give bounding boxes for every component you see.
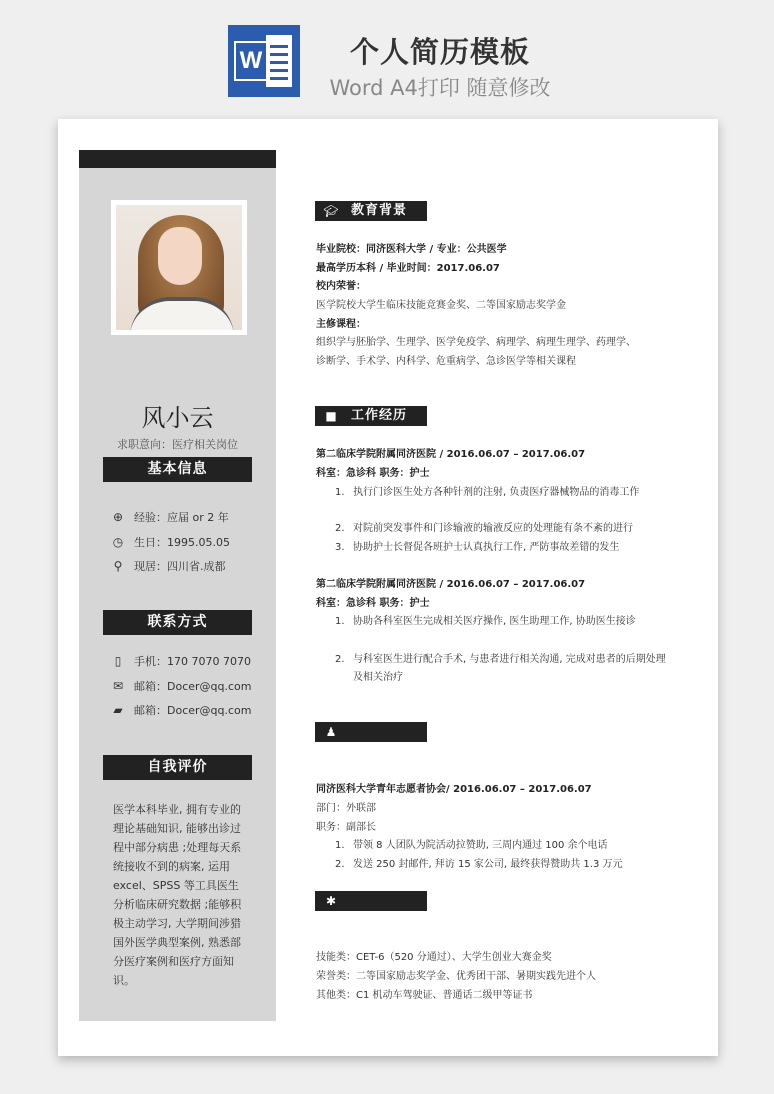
person-icon: ♟ — [325, 725, 337, 739]
mail-icon: ✉ — [112, 679, 124, 693]
honor-text: 医学院校大学生临床技能竞赛金奖、二等国家励志奖学金 — [316, 300, 566, 311]
degree-line: 最高学历本科 / 毕业时间：2017.06.07 — [316, 263, 500, 274]
list-item: 2. 对院前突发事件和门诊输液的输液反应的处理能有条不紊的进行 — [335, 523, 633, 534]
phone-icon: ▯ — [114, 654, 122, 668]
job-header: 第二临床学院附属同济医院 / 2016.06.07 – 2017.06.07 — [316, 579, 586, 590]
job-role: 科室：急诊科 职务：护士 — [316, 598, 430, 609]
course-label: 主修课程： — [316, 319, 366, 330]
school-line: 毕业院校：同济医科大学 / 专业：公共医学 — [316, 244, 507, 255]
experience-row: ⊕ 经验：应届 or 2 年 — [112, 510, 229, 524]
activity-post: 职务：副部长 — [316, 822, 376, 833]
chat-icon: ▰ — [113, 703, 123, 717]
location-icon: ⚲ — [113, 559, 123, 573]
basic-info-heading: 基本信息 — [103, 457, 252, 482]
skills-line: 荣誉类：二等国家励志奖学金、优秀团干部、暑期实践先进个人 — [316, 971, 596, 982]
list-item: 2. 发送 250 封邮件, 拜访 15 家公司, 最终获得赞助共 1.3 万元 — [335, 859, 623, 870]
profile-photo — [111, 200, 247, 335]
activity-header: 同济医科大学青年志愿者协会/ 2016.06.07 – 2017.06.07 — [316, 784, 592, 795]
list-item: 1. 协助各科室医生完成相关医疗操作, 医生助理工作, 协助医生接诊 — [335, 616, 636, 627]
graduation-cap-icon: 🎓︎ — [323, 204, 339, 218]
list-item: 3. 协助护士长督促各班护士认真执行工作, 严防事故差错的发生 — [335, 542, 620, 553]
skills-heading — [315, 891, 427, 911]
activity-dept: 部门：外联部 — [316, 803, 376, 814]
job-header: 第二临床学院附属同济医院 / 2016.06.07 – 2017.06.07 — [316, 449, 586, 460]
self-eval-text: 医学本科毕业, 拥有专业的理论基础知识, 能够出诊过程中部分病患 ;处理每天系统接收不到的病案, 运用excel、SPSS 等工具医生分析临床研究数据 ;能够积极主动学习, 大学期间涉猎国外医学典型案例, 熟悉部分医疗案例和医疗方面知识。 — [113, 803, 242, 987]
gear-icon: ✱ — [325, 894, 337, 908]
sidebar-top-bar — [79, 150, 276, 168]
course-text: 诊断学、手术学、内科学、危重病学、急诊医学等相关课程 — [316, 356, 576, 367]
honor-label: 校内荣誉： — [316, 281, 366, 292]
clock-icon: ⊕ — [112, 510, 124, 524]
birthday-row: ◷ 生日：1995.05.05 — [112, 535, 230, 549]
course-text: 组织学与胚胎学、生理学、医学免疫学、病理学、病理生理学、药理学、 — [316, 337, 636, 348]
skills-line: 其他类：C1 机动车驾驶证、普通话二级甲等证书 — [316, 990, 533, 1001]
calendar-icon: ◷ — [112, 535, 124, 549]
activity-heading — [315, 722, 427, 742]
phone-row: ▯ 手机：170 7070 7070 — [111, 653, 251, 669]
page-title: 个人简历模板 — [349, 35, 530, 69]
self-eval-heading: 自我评价 — [103, 755, 252, 780]
resume-page — [58, 119, 718, 1056]
briefcase-icon: ■ — [325, 409, 337, 423]
page-subtitle: Word A4打印 随意修改 — [329, 76, 551, 100]
list-item: 1. 执行门诊医生处方各种针剂的注射, 负责医疗器械物品的消毒工作 — [335, 487, 640, 498]
candidate-name: 风小云 — [141, 404, 214, 432]
list-item: 1. 带领 8 人团队为院活动拉赞助, 三周内通过 100 余个电话 — [335, 840, 608, 851]
email-row-2: ▰ 邮箱：Docer@qq.com — [111, 702, 252, 718]
education-heading: 🎓︎ 教育背景 — [315, 201, 427, 221]
skills-line: 技能类：CET-6（520 分通过）、大学生创业大赛金奖 — [316, 952, 552, 963]
job-role: 科室：急诊科 职务：护士 — [316, 468, 430, 479]
list-item: 2. 与科室医生进行配合手术, 与患者进行相关沟通, 完成对患者的后期处理及相关治疗 — [335, 654, 666, 683]
word-logo-icon — [228, 25, 300, 97]
job-intent: 求职意向：医疗相关岗位 — [117, 438, 238, 451]
word-letter: W — [234, 41, 268, 81]
work-heading: ■ 工作经历 — [315, 406, 427, 426]
residence-row: ⚲ 现居：四川省.成都 — [111, 558, 226, 574]
document-pages-graphic — [266, 35, 292, 87]
email-row: ✉ 邮箱：Docer@qq.com — [112, 679, 252, 693]
sidebar — [79, 150, 276, 1021]
contact-heading: 联系方式 — [103, 610, 252, 635]
